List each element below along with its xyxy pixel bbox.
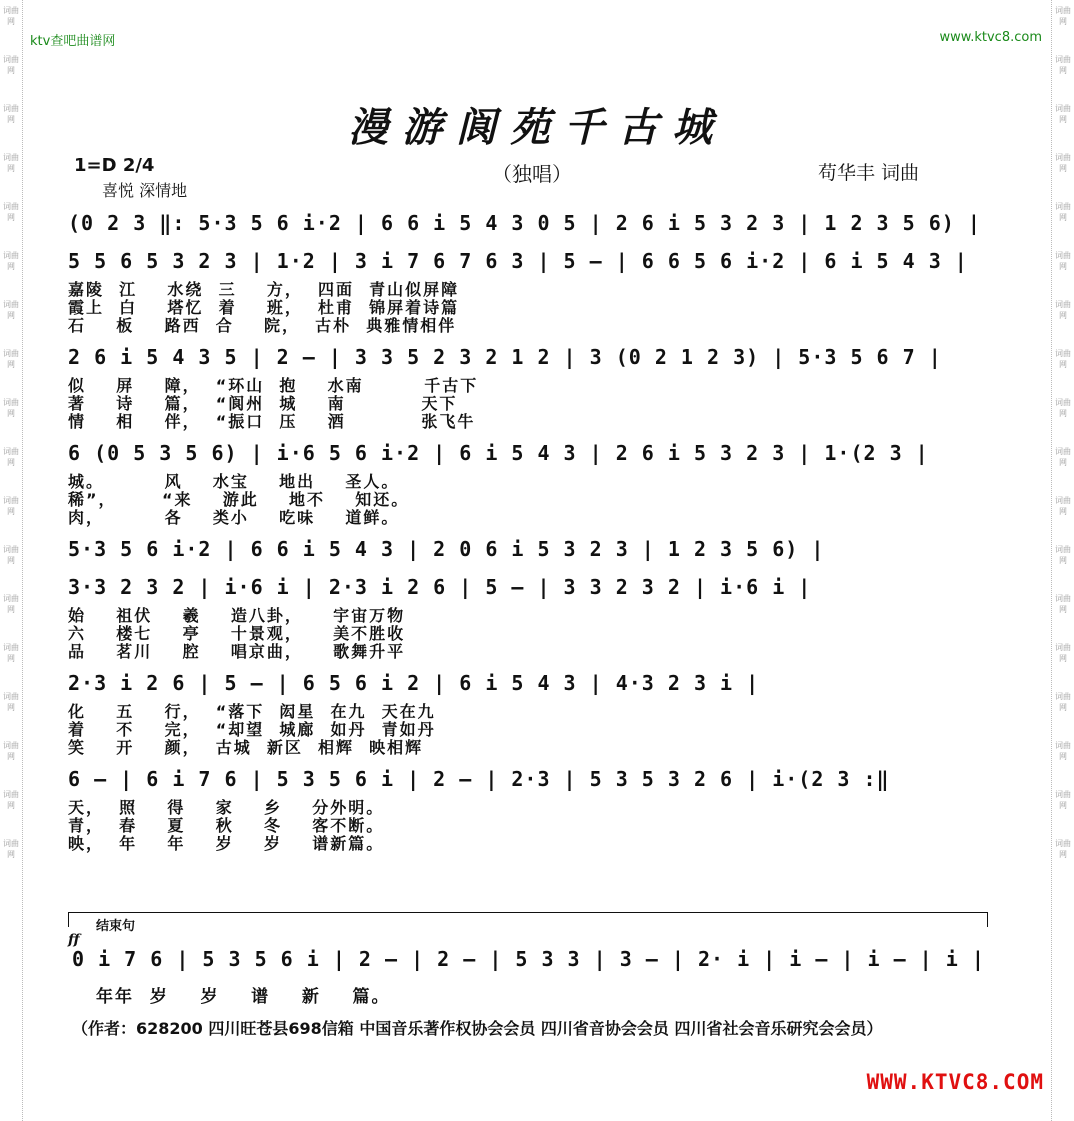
side-mark: 词曲网 <box>3 300 19 320</box>
side-mark: 词曲网 <box>3 251 19 271</box>
notation-line: 3·3 2 3 2 | i·6 i | 2·3 i 2 6 | 5 — | 3 3 2 3 2 | i·6 i | <box>68 575 812 599</box>
lyrics-block <box>68 799 988 853</box>
side-mark: 词曲网 <box>3 153 19 173</box>
side-mark: 词曲网 <box>3 643 19 663</box>
notation-line: 2·3 i 2 6 | 5 — | 6 5 6 i 2 | 6 i 5 4 3 | 4·3 2 3 i | <box>68 671 760 695</box>
lyric-verse: 城。 风 水宝 地出 圣人。 <box>68 472 400 491</box>
side-mark: 词曲网 <box>1055 55 1071 75</box>
score-system <box>68 435 988 527</box>
dynamic-marking: ff <box>68 932 80 948</box>
lyric-verse: 着 不 完， “却望 城廊 如丹 青如丹 <box>68 720 436 739</box>
side-mark: 词曲网 <box>3 545 19 565</box>
side-mark: 词曲网 <box>1055 398 1071 418</box>
lyrics-block <box>68 377 988 431</box>
brand-watermark: WWW.KTVC8.COM <box>866 1070 1044 1094</box>
lyric-verse: 著 诗 篇， “阆州 城 南 天下 <box>68 394 458 413</box>
score-system <box>68 339 988 431</box>
performance-type: （独唱） <box>492 162 572 186</box>
lyrics-block <box>68 703 988 757</box>
coda-notation-line: 0 i 7 6 | 5 3 5 6 i | 2 — | 2 — | 5 3 3 | 3 — | 2· i | i — | i — | i | <box>72 947 985 971</box>
key-signature: 1=D 2/4 <box>74 155 155 176</box>
score-system <box>68 665 988 757</box>
side-mark: 词曲网 <box>3 6 19 26</box>
side-mark: 词曲网 <box>1055 839 1071 859</box>
side-mark: 词曲网 <box>1055 349 1071 369</box>
side-mark: 词曲网 <box>3 349 19 369</box>
coda-bracket <box>68 912 988 927</box>
site-url-link[interactable]: www.ktvc8.com <box>939 30 1042 45</box>
score-system <box>68 761 988 853</box>
composer-credit: 苟华丰 词曲 <box>818 162 920 184</box>
side-mark: 词曲网 <box>1055 741 1071 761</box>
lyrics-block <box>68 281 988 335</box>
side-mark: 词曲网 <box>3 104 19 124</box>
side-mark: 词曲网 <box>3 496 19 516</box>
right-watermark-strip <box>1051 0 1074 1121</box>
lyric-verse: 笑 开 颜， 古城 新区 相辉 映相辉 <box>68 738 424 757</box>
notation-line: 6 — | 6 i 7 6 | 5 3 5 6 i | 2 — | 2·3 | 5 3 5 3 2 6 | i·(2 3 :‖ <box>68 767 890 791</box>
score-system <box>68 243 988 335</box>
score <box>68 205 988 857</box>
lyric-verse: 稀”， “来 游此 地不 知还。 <box>68 490 410 509</box>
site-name-link[interactable]: ktv查吧曲谱网 <box>30 34 116 49</box>
side-mark: 词曲网 <box>1055 692 1071 712</box>
notation-line: 5·3 5 6 i·2 | 6 6 i 5 4 3 | 2 0 6 i 5 3 2 3 | 1 2 3 5 6) | <box>68 537 825 561</box>
left-watermark-strip <box>0 0 23 1121</box>
side-mark: 词曲网 <box>1055 300 1071 320</box>
expression-marking: 喜悦 深情地 <box>102 181 188 200</box>
side-mark: 词曲网 <box>1055 496 1071 516</box>
lyric-verse: 品 茗川 腔 唱京曲， 歌舞升平 <box>68 642 406 661</box>
side-mark: 词曲网 <box>1055 643 1071 663</box>
coda-label: 结束句 <box>96 919 136 934</box>
notation-line: 2 6 i 5 4 3 5 | 2 — | 3 3 5 2 3 2 1 2 | 3 (0 2 1 2 3) | 5·3 5 6 7 | <box>68 345 942 369</box>
side-mark: 词曲网 <box>3 790 19 810</box>
lyric-verse: 青， 春 夏 秋 冬 客不断。 <box>68 816 385 835</box>
lyric-verse: 嘉陵 江 水绕 三 方， 四面 青山似屏障 <box>68 280 460 299</box>
side-mark: 词曲网 <box>1055 202 1071 222</box>
lyric-verse: 肉， 各 类小 吃味 道鲜。 <box>68 508 400 527</box>
lyric-verse: 始 祖伏 羲 造八卦， 宇宙万物 <box>68 606 406 625</box>
side-mark: 词曲网 <box>1055 790 1071 810</box>
side-mark: 词曲网 <box>1055 153 1071 173</box>
side-mark: 词曲网 <box>3 398 19 418</box>
score-system <box>68 205 988 243</box>
side-mark: 词曲网 <box>3 839 19 859</box>
notation-line: (0 2 3 ‖: 5·3 5 6 i·2 | 6 6 i 5 4 3 0 5 | 2 6 i 5 3 2 3 | 1 2 3 5 6) | <box>68 211 981 235</box>
lyric-verse: 天， 照 得 家 乡 分外明。 <box>68 798 385 817</box>
score-system <box>68 569 988 661</box>
side-mark: 词曲网 <box>1055 545 1071 565</box>
lyric-verse: 化 五 行， “落下 闳星 在九 天在九 <box>68 702 436 721</box>
side-mark: 词曲网 <box>1055 104 1071 124</box>
side-mark: 词曲网 <box>1055 6 1071 26</box>
lyric-verse: 石 板 路西 合 院， 古朴 典雅情相伴 <box>68 316 457 335</box>
lyric-verse: 似 屏 障， “环山 抱 水南 千古下 <box>68 376 479 395</box>
side-mark: 词曲网 <box>3 202 19 222</box>
song-title: 漫游阆苑千古城 <box>348 104 726 151</box>
coda-lyrics: 年年 岁 岁 谱 新 篇。 <box>96 987 391 1007</box>
lyric-verse: 情 相 伴， “振口 压 酒 张飞牛 <box>68 412 476 431</box>
side-mark: 词曲网 <box>3 55 19 75</box>
lyric-verse: 霞上 白 塔忆 着 班， 杜甫 锦屏着诗篇 <box>68 298 460 317</box>
side-mark: 词曲网 <box>1055 447 1071 467</box>
notation-line: 6 (0 5 3 5 6) | i·6 5 6 i·2 | 6 i 5 4 3 | 2 6 i 5 3 2 3 | 1·(2 3 | <box>68 441 929 465</box>
score-system <box>68 531 988 569</box>
side-mark: 词曲网 <box>3 692 19 712</box>
side-mark: 词曲网 <box>1055 594 1071 614</box>
lyrics-block <box>68 473 988 527</box>
side-mark: 词曲网 <box>3 594 19 614</box>
side-mark: 词曲网 <box>3 741 19 761</box>
lyric-verse: 映， 年 年 岁 岁 谱新篇。 <box>68 834 385 853</box>
lyric-verse: 六 楼七 亭 十景观， 美不胜收 <box>68 624 406 643</box>
side-mark: 词曲网 <box>3 447 19 467</box>
lyrics-block <box>68 607 988 661</box>
notation-line: 5 5 6 5 3 2 3 | 1·2 | 3 i 7 6 7 6 3 | 5 — | 6 6 5 6 i·2 | 6 i 5 4 3 | <box>68 249 968 273</box>
side-mark: 词曲网 <box>1055 251 1071 271</box>
author-info: （作者：628200 四川旺苍县698信箱 中国音乐著作权协会会员 四川省音协会会员 四川省社会音乐研究会会员） <box>72 1019 883 1038</box>
